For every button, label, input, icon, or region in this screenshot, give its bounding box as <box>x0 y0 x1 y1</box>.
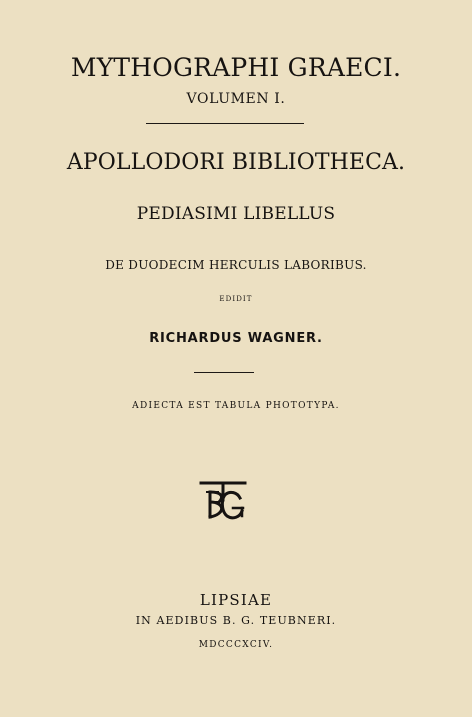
top-divider <box>146 123 304 124</box>
volume-label: VOLUMEN I. <box>186 91 286 107</box>
subtitle: PEDIASIMI LIBELLUS <box>136 204 336 224</box>
main-title: APOLLODORI BIBLIOTHECA. <box>66 150 406 175</box>
middle-divider <box>194 372 254 373</box>
place-of-publication: LIPSIAE <box>199 591 273 609</box>
edition-note: ADIECTA EST TABULA PHOTOTYPA. <box>132 401 340 411</box>
series-title: MYTHOGRAPHI GRAECI. <box>70 53 402 82</box>
editor-name: RICHARDUS WAGNER. <box>149 331 323 346</box>
teubner-monogram-icon <box>199 480 247 520</box>
edidit-label: EDIDIT <box>219 295 253 303</box>
subtitle-secondary: DE DUODECIM HERCULIS LABORIBUS. <box>105 258 367 272</box>
publisher-name: IN AEDIBUS B. G. TEUBNERI. <box>135 614 337 627</box>
publication-year: MDCCCXCIV. <box>198 640 274 650</box>
